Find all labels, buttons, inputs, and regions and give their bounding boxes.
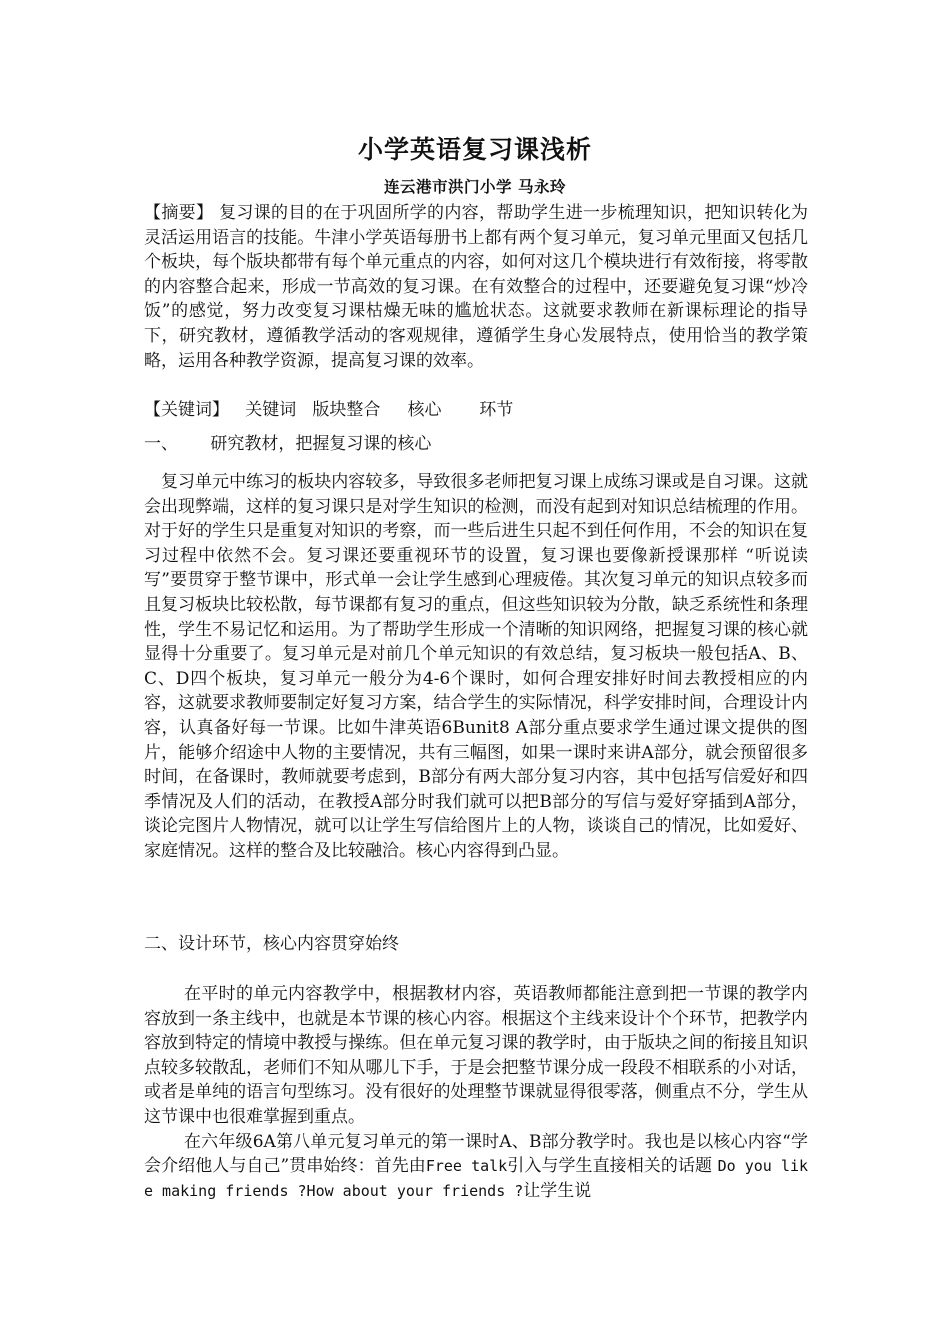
section-2-paragraph-1: 在平时的单元内容教学中，根据教材内容，英语教师都能注意到把一节课的教学内容放到一条主线中，也就是本节课的核心内容。根据这个主线来设计个个环节，把教学内容放到特定的情境中教授与操练。但在单元复习课的教学时，由于版块之间的衔接且知识点较多较散乱，老师们不知从哪儿下手，于是会把整节课分成一段段不相联系的小对话，或者是单纯的语言句型练习。没有很好的处理整节课就显得很零落，侧重点不分，学生从这节课中也很难掌握到重点。 xyxy=(144,984,808,1127)
section-2-paragraph-2-english-b: Do you like making friends ?How about your friends ? xyxy=(144,1157,809,1200)
document-author: 连云港市洪门小学 马永玲 xyxy=(384,177,566,196)
section-2-paragraph-2-text-a: 在六年级6A第八单元复习单元的第一课时A、B部分教学时。我也是以核心内容“学会介绍他人与自己”贯串始终：首先由 xyxy=(144,1131,808,1177)
section-2-body xyxy=(144,982,808,1203)
abstract-label: 【摘要】 xyxy=(144,203,214,223)
section-2-heading: 二、设计环节，核心内容贯穿始终 xyxy=(144,934,399,954)
section-1-body xyxy=(144,470,808,864)
abstract-text: 复习课的目的在于巩固所学的内容，帮助学生进一步梳理知识，把知识转化为灵活运用语言的技能。牛津小学英语每册书上都有两个复习单元，复习单元里面又包括几个板块，每个版块都带有每个单元重点的内容，如何对这几个模块进行有效衔接，将零散的内容整合起来，形成一节高效的复习课。在有效整合的过程中，还要避免复习课“炒冷饭”的感觉，努力改变复习课枯燥无味的尴尬状态。这就要求教师在新课标理论的指导下，研究教材，遵循教学活动的客观规律，遵循学生身心发展特点，使用恰当的教学策略，运用各种教学资源，提高复习课的效率。 xyxy=(144,203,808,371)
abstract-block xyxy=(144,201,808,373)
document-title: 小学英语复习课浅析 xyxy=(357,135,592,164)
section-1-heading: 一、 研究教材，把握复习课的核心 xyxy=(144,434,432,454)
section-2-paragraph-2-text-b: 引入与学生直接相关的话题 xyxy=(507,1156,718,1177)
keywords-text: 关键词 版块整合 核心 环节 xyxy=(229,400,514,420)
keywords-label: 【关键词】 xyxy=(144,400,229,420)
keywords-block xyxy=(144,398,808,423)
section-2-paragraph-2-english-a: Free talk xyxy=(425,1157,508,1176)
section-1-paragraph: 复习单元中练习的板块内容较多，导致很多老师把复习课上成练习课或是自习课。这就会出现弊端，这样的复习课只是对学生知识的检测，而没有起到对知识总结梳理的作用。对于好的学生只是重复对知识的考察，而一些后进生只起不到任何作用，不会的知识在复习过程中依然不会。复习课还要重视环节的设置，复习课也要像新授课那样 “听说读写”要贯穿于整节课中，形式单一会让学生感到心理疲倦。其次复习单元的知识点较多而且复习板块比较松散，每节课都有复习的重点，但这些知识较为分散，缺乏系统性和条理性，学生不易记忆和运用。为了帮助学生形成一个清晰的知识网络，把握复习课的核心就显得十分重要了。复习单元是对前几个单元知识的有效总结，复习板块一般包括A、B、C、D四个板块，复习单元一般分为4-6个课时，如何合理安排好时间去教授相应的内容，这就要求教师要制定好复习方案，结合学生的实际情况，科学安排时间，合理设计内容，认真备好每一节课。比如牛津英语6Bunit8 A部分重点要求学生通过课文提供的图片，能够介绍途中人物的主要情况，共有三幅图，如果一课时来讲A部分，就会预留很多时间，在备课时，教师就要考虑到，B部分有两大部分复习内容，其中包括写信爱好和四季情况及人们的活动，在教授A部分时我们就可以把B部分的写信与爱好穿插到A部分，谈论完图片人物情况，就可以让学生写信给图片上的人物，谈谈自己的情况，比如爱好、家庭情况。这样的整合及比较融洽。核心内容得到凸显。 xyxy=(144,472,808,861)
section-2-paragraph-2 xyxy=(144,1130,808,1204)
section-2-paragraph-2-text-c: 让学生说 xyxy=(523,1180,592,1201)
